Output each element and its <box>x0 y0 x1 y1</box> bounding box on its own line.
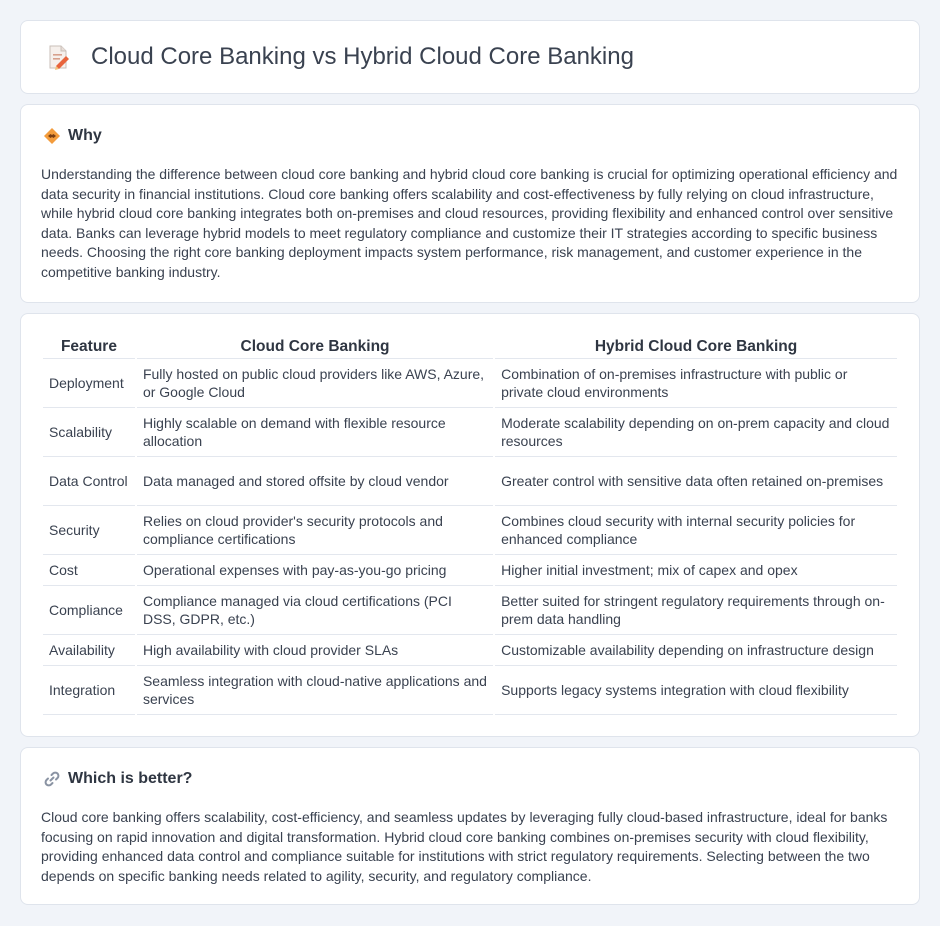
feature-cell: Compliance <box>43 586 135 635</box>
table-row <box>43 635 897 666</box>
feature-cell: Scalability <box>43 408 135 457</box>
title-card <box>20 20 920 94</box>
comparison-table <box>41 334 899 715</box>
link-icon <box>43 770 61 788</box>
hybrid-cell: Combines cloud security with internal security policies for enhanced compliance <box>495 506 897 555</box>
feature-cell: Integration <box>43 666 135 715</box>
cloud-cell: Seamless integration with cloud-native applications and services <box>137 666 493 715</box>
why-heading: Why <box>68 127 102 144</box>
comparison-table-card <box>20 313 920 737</box>
which-is-better-card <box>20 747 920 905</box>
hybrid-cell: Higher initial investment; mix of capex and opex <box>495 555 897 586</box>
better-paragraph: Cloud core banking offers scalability, cost-efficiency, and seamless updates by leveraging fully cloud-based infrastructure, ideal for banks focusing on rapid innovation and digital transformation. Hybrid cloud core banking combines on-premises security with cloud flexibility, providing enhanced data control and compliance suitable for institutions with strict regulatory requirements. Selecting between the two depends on specific banking needs related to agility, security, and regulatory compliance. <box>41 809 888 884</box>
why-card <box>20 104 920 303</box>
table-header-row <box>43 334 897 359</box>
title-row <box>45 43 634 71</box>
header-cloud-core-banking: Cloud Core Banking <box>137 334 493 359</box>
hybrid-cell: Greater control with sensitive data often retained on-premises <box>495 457 897 506</box>
better-heading: Which is better? <box>68 770 193 787</box>
feature-cell: Cost <box>43 555 135 586</box>
hybrid-cell: Better suited for stringent regulatory requirements through on-prem data handling <box>495 586 897 635</box>
table-row <box>43 506 897 555</box>
feature-cell: Data Control <box>43 457 135 506</box>
better-heading-row <box>43 770 192 788</box>
cloud-cell: Fully hosted on public cloud providers like AWS, Azure, or Google Cloud <box>137 359 493 408</box>
table-row <box>43 586 897 635</box>
feature-cell: Security <box>43 506 135 555</box>
hybrid-cell: Moderate scalability depending on on-prem capacity and cloud resources <box>495 408 897 457</box>
hybrid-cell: Combination of on-premises infrastructure with public or private cloud environments <box>495 359 897 408</box>
page-title: Cloud Core Banking vs Hybrid Cloud Core Banking <box>91 43 634 70</box>
table-row <box>43 666 897 715</box>
header-hybrid-cloud-core-banking: Hybrid Cloud Core Banking <box>495 334 897 359</box>
cloud-cell: Compliance managed via cloud certifications (PCI DSS, GDPR, etc.) <box>137 586 493 635</box>
table-row <box>43 408 897 457</box>
handshake-diamond-icon <box>43 127 61 145</box>
feature-cell: Deployment <box>43 359 135 408</box>
cloud-cell: Relies on cloud provider's security protocols and compliance certifications <box>137 506 493 555</box>
table-row <box>43 555 897 586</box>
table-row <box>43 359 897 408</box>
cloud-cell: High availability with cloud provider SLAs <box>137 635 493 666</box>
document-pencil-icon <box>45 44 71 70</box>
hybrid-cell: Customizable availability depending on infrastructure design <box>495 635 897 666</box>
cloud-cell: Data managed and stored offsite by cloud vendor <box>137 457 493 506</box>
table-row <box>43 457 897 506</box>
why-paragraph: Understanding the difference between cloud core banking and hybrid cloud core banking is crucial for optimizing operational efficiency and data security in financial institutions. Cloud core banking offers scalability and cost-effectiveness by fully relying on cloud infrastructure, while hybrid cloud core banking integrates both on-premises and cloud resources, providing flexibility and enhanced control over sensitive data. Banks can leverage hybrid models to meet regulatory compliance and customize their IT strategies according to specific business needs. Choosing the right core banking deployment impacts system performance, risk management, and customer experience in the competitive banking industry. <box>41 166 898 280</box>
hybrid-cell: Supports legacy systems integration with cloud flexibility <box>495 666 897 715</box>
feature-cell: Availability <box>43 635 135 666</box>
why-heading-row <box>43 127 102 145</box>
cloud-cell: Highly scalable on demand with flexible resource allocation <box>137 408 493 457</box>
cloud-cell: Operational expenses with pay-as-you-go pricing <box>137 555 493 586</box>
header-feature: Feature <box>43 334 135 359</box>
